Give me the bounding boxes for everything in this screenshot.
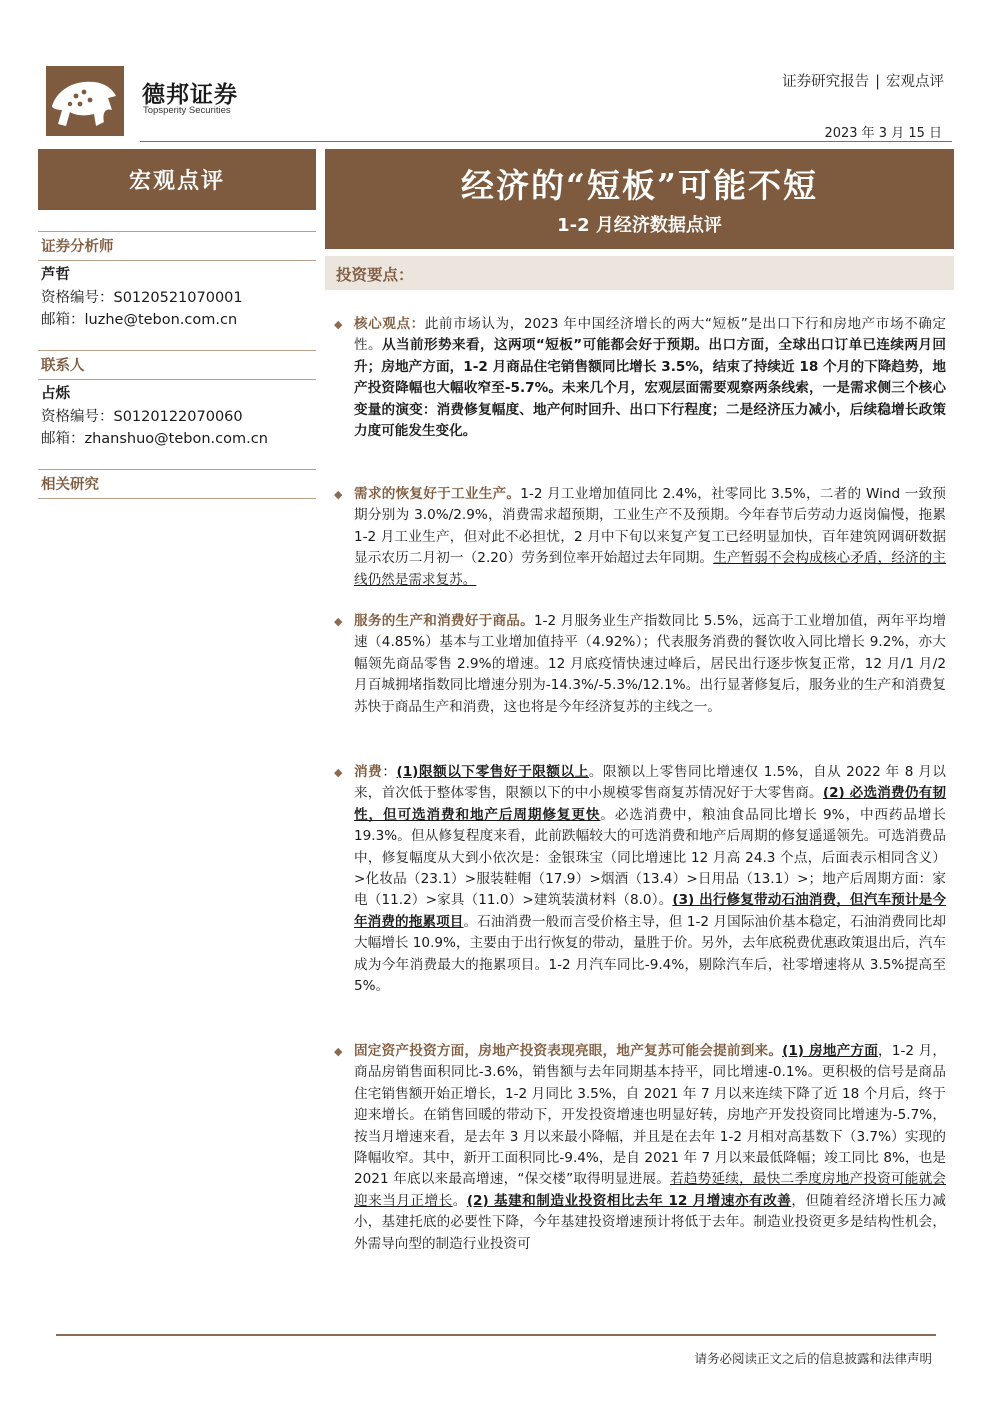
- analyst-name: 芦哲: [41, 267, 70, 283]
- page-subtitle: 1-2 月经济数据点评: [557, 215, 722, 236]
- bullet-bold-text: 从当前形势来看，这两项“短板”可能都会好于预期。出口方面，全球出口订单已连续两月回升；房地产方面，1-2 月商品住宅销售额同比增长 3.5%，结束了持续近 18 个月的下降趋势，地产投资降幅也大幅收窄至-5.7%。未来几个月，宏观层面需要观察两条线索，一是需求侧三个核心变量的演变：消费修复幅度、地产何时回升、出口下行程度；二是经济压力减小，后续稳增长政策力度可能发生变化。: [354, 337, 947, 440]
- bullet-subpoint: (2) 必选消费仍有韧性，但可选消费和地产后周期修复更快: [354, 785, 947, 823]
- bullet-lead: 核心观点：: [354, 316, 425, 332]
- bullet-icon: ◆: [334, 1045, 343, 1058]
- report-date: 2023 年 3 月 15 日: [824, 126, 942, 141]
- bullet-services: [334, 611, 946, 718]
- bullet-subpoint: (3) 出行修复带动石油消费，但汽车预计是今年消费的拖累项目: [354, 892, 946, 930]
- bullet-text: 1-2 月工业增加值同比 2.4%，社零同比 3.5%，二者的 Wind 一致预期分别为 3.0%/2.9%，消费需求超预期，工业生产不及预期。今年春节后劳动力返岗偏慢，拖累 1-2 月工业生产，但对此不必担忧，2 月中下旬以来复产复工已经明显加快，百年建筑网调研数据显示农历二月初一（2.20）劳务到位率开始超过去年同期。: [354, 486, 947, 567]
- bullet-lead: 固定资产投资方面，房地产投资表现亮眼，地产复苏可能会提前到来。: [354, 1043, 783, 1059]
- report-category: 宏观点评: [886, 74, 944, 90]
- points-heading: 投资要点：: [336, 266, 414, 284]
- bullet-underline-text: 生产暂弱不会构成核心矛盾，经济的主线仍然是需求复苏。: [354, 550, 947, 588]
- separator: |: [875, 74, 880, 90]
- bullet-icon: ◆: [334, 318, 343, 331]
- brand-name-cn: 德邦证券: [142, 82, 238, 108]
- analyst-cert: 资格编号：S0120521070001: [41, 290, 243, 306]
- bullet-text: 。: [452, 1192, 467, 1209]
- bullet-underline-text: 若趋势延续，最快二季度房地产投资可能就会迎来当月正增长: [354, 1171, 947, 1209]
- company-logo: [46, 66, 124, 136]
- bullet-lead: 消费: [354, 764, 383, 780]
- bullet-text: 。限额以上零售同比增速仅 1.5%，自从 2022 年 8 月以来，首次低于整体零售，限额以下的中小规模零售商复苏情况好于大零售商。: [354, 764, 947, 802]
- brand-name-en: Topsperity Securities: [143, 105, 231, 116]
- title-banner: [325, 149, 954, 249]
- bullet-consumption: [334, 762, 946, 997]
- bullet-demand: [334, 484, 946, 591]
- bullet-text: ，1-2 月，商品房销售面积同比-3.6%，销售额与去年同期基本持平，同比增速-0.1%。更积极的信号是商品住宅销售额开始正增长，1-2 月同比 3.5%，自 2021 年 7 月以来连续下降了近 18 个月后，终于迎来增长。在销售回暖的带动下，开发投资增速也明显好转，房地产开发投资同比增速为-5.7%，按当月增速来看，是去年 3 月以来最小降幅，并且是在去年 1-2 月相对高基数下（3.7%）实现的降幅收窄。其中，新开工面积同比-9.4%，是自 2021 年 7 月以来最低降幅；竣工同比 8%，也是 2021 年底以来最高增速，“保交楼”取得明显进展。: [354, 1043, 946, 1188]
- bullet-icon: ◆: [334, 488, 343, 501]
- bullet-subpoint: (2) 基建和制造业投资相比去年 12 月增速亦有改善: [466, 1192, 792, 1209]
- header-divider: [140, 141, 952, 142]
- bullet-text: ，但随着经济增长压力减小，基建托底的必要性下降，今年基建投资增速预计将低于去年。制造业投资更多是结构性机会，外需导向型的制造行业投资可: [354, 1192, 947, 1252]
- contact-email: 邮箱：zhanshuo@tebon.com.cn: [41, 431, 268, 447]
- bullet-subpoint: (1) 房地产方面: [782, 1043, 879, 1059]
- report-type: [782, 70, 944, 91]
- contact-name: 占烁: [41, 386, 70, 402]
- report-type-label: 证券研究报告: [782, 74, 870, 90]
- bullet-investment: [334, 1041, 946, 1255]
- analyst-email: 邮箱：luzhe@tebon.com.cn: [41, 312, 238, 328]
- bullet-icon: ◆: [334, 615, 343, 628]
- bullet-lead: 需求的恢复好于工业生产。: [354, 486, 521, 502]
- report-tag: 宏观点评: [38, 149, 316, 210]
- bullet-core-view: [334, 314, 946, 442]
- bullet-subpoint: (1)限额以下零售好于限额以上: [396, 764, 589, 780]
- bullet-text: 。石油消费一般而言受价格主导，但 1-2 月国际油价基本稳定，石油消费同比却大幅增长 10.9%，主要由于出行恢复的带动，量胜于价。另外，去年底税费优惠政策退出后，汽车成为今年消费最大的拖累项目。1-2 月汽车同比-9.4%，剔除汽车后，社零增速将从 3.5%提高至 5%。: [354, 913, 947, 995]
- contact-heading: 联系人: [38, 350, 316, 380]
- analyst-heading: 证券分析师: [38, 231, 316, 261]
- contact-cert: 资格编号：S0120122070060: [41, 409, 243, 425]
- bullet-text: 。必选消费中，粮油食品同比增长 9%，中西药品增长 19.3%。但从修复程度来看，此前跌幅较大的可选消费和地产后周期的修复遥遥领先。可选消费品中，修复幅度从大到小依次是：金银珠宝（同比增速比 12 月高 24.3 个点，后面表示相同含义）>化妆品（23.1）>服装鞋帽（17.9）>烟酒（13.4）>日用品（13.1）>；地产后周期方面：家电（11.2）>家具（11.0）>建筑装潢材料（8.0）。: [354, 806, 946, 909]
- bullet-icon: ◆: [334, 766, 343, 779]
- related-research-heading: 相关研究: [38, 469, 316, 499]
- footer-divider: [56, 1334, 936, 1336]
- bullet-text: 此前市场认为，2023 年中国经济增长的两大“短板”是出口下行和房地产市场不确定性。: [354, 316, 947, 354]
- disclaimer-note: 请务必阅读正文之后的信息披露和法律声明: [694, 1351, 932, 1366]
- bullet-lead: 服务的生产和消费好于商品。: [354, 613, 534, 629]
- bullet-text: 1-2 月服务业生产指数同比 5.5%，远高于工业增加值，两年平均增速（4.85%）基本与工业增加值持平（4.92%）；代表服务消费的餐饮收入同比增长 9.2%，亦大幅领先商品零售 2.9%的增速。12 月底疫情快速过峰后，居民出行逐步恢复正常，12 月/1 月/2 月百城拥堵指数同比增速分别为-14.3%/-5.3%/12.1%。出行显著修复后，服务业的生产和消费复苏快于商品生产和消费，这也将是今年经济复苏的主线之一。: [354, 613, 946, 715]
- page-title: 经济的“短板”可能不短: [461, 166, 818, 205]
- points-bar: [325, 256, 954, 290]
- bullet-text: ：: [382, 764, 397, 780]
